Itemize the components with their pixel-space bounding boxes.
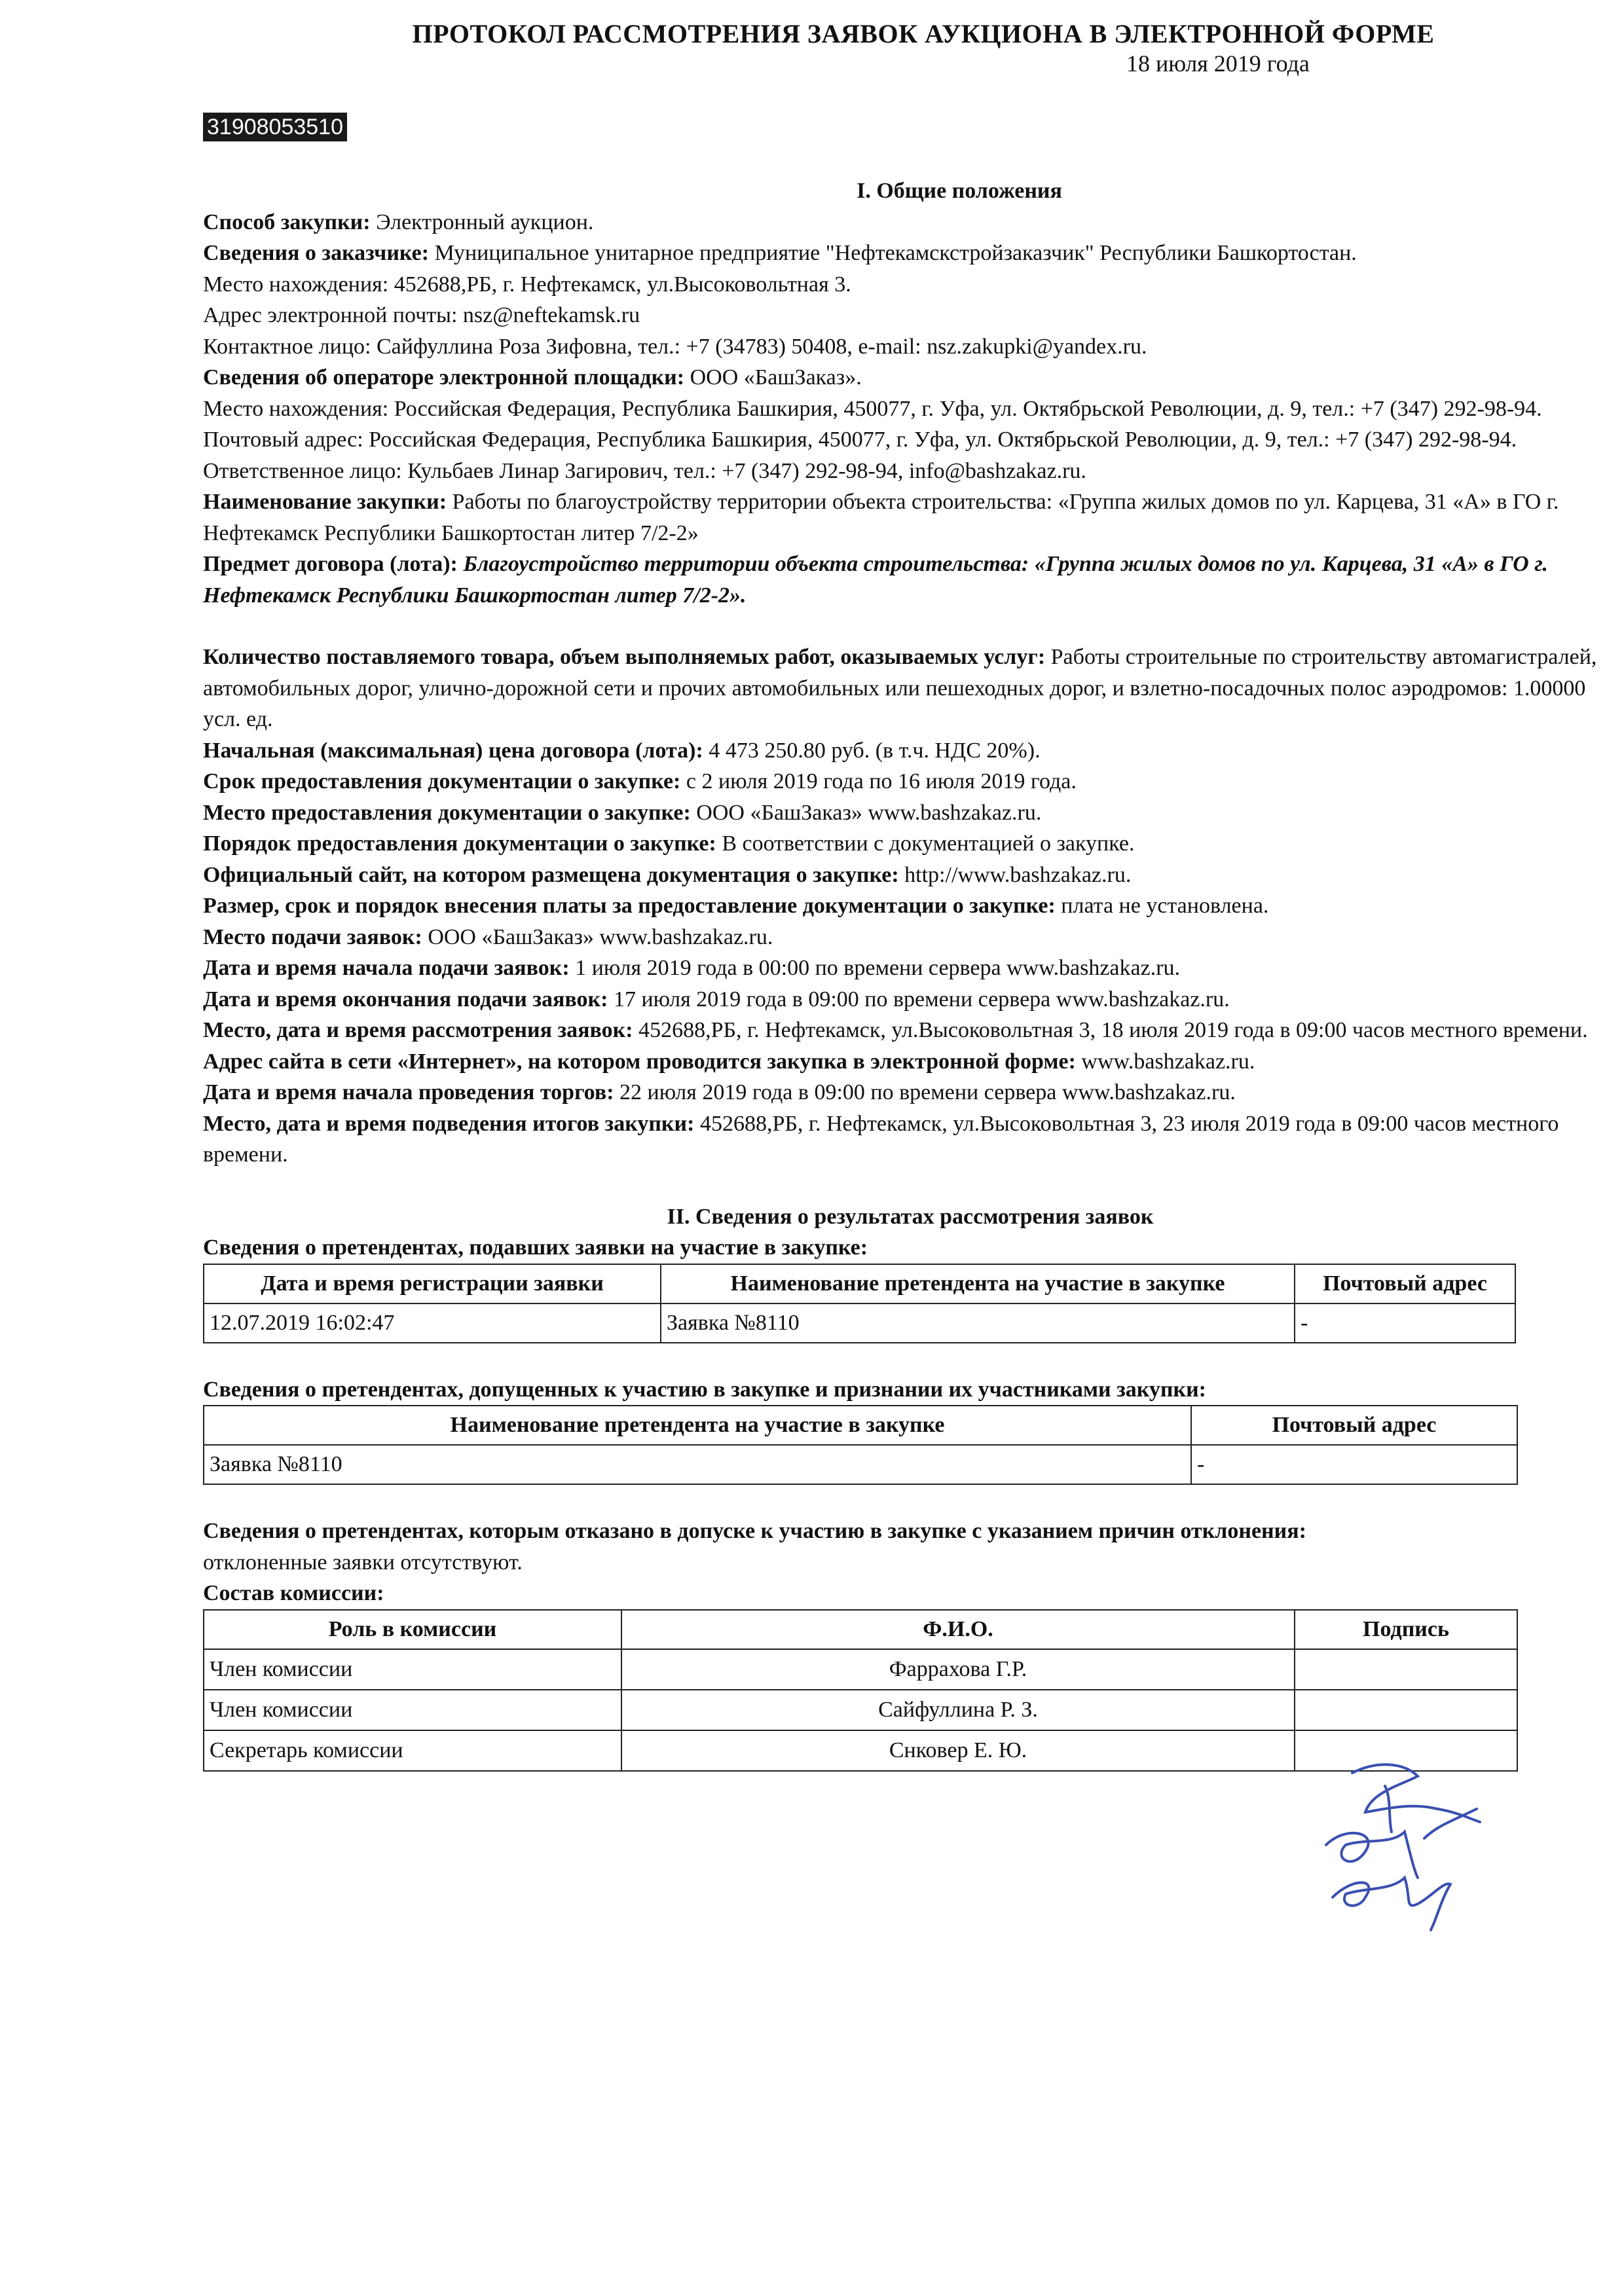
contract-subject: Предмет договора (лота): Благоустройство территории объекта строительства: «Группа жилых домов по ул. Карцева, 31 «А» в ГО г. Нефтекамск Республики Башкортостан литер 7/2-2». [203,552,1548,608]
doc-fee: Размер, срок и порядок внесения платы за предоставление документации о закупке: плата не установлена. [203,894,1269,918]
handwritten-signature [1306,1747,1503,1943]
operator-info: Сведения об операторе электронной площадки: ООО «БашЗаказ». [203,365,862,390]
doc-period: Срок предоставления документации о закупке: с 2 июля 2019 года по 16 июля 2019 года. [203,769,1077,793]
procurement-name: Наименование закупки: Работы по благоустройству территории объекта строительства: «Группа жилых домов по ул. Карцева, 31 «А» в ГО г. Нефтекамск Республики Башкортостан литер 7/2-2» [203,490,1559,545]
table-row [204,1690,1517,1730]
table-row [204,1445,1517,1484]
doc-order: Порядок предоставления документации о закупке: В соответствии с документацией о закупке. [203,831,1135,856]
applicants-table [203,1264,1516,1343]
table-header-row [204,1264,1515,1303]
table-header-cell: Почтовый адрес [1191,1406,1517,1445]
customer-email: Адрес электронной почты: nsz@neftekamsk.ru [203,303,640,327]
operator-responsible: Ответственное лицо: Кульбаев Линар Загирович, тел.: +7 (347) 292-98-94, info@bashzakaz.ru. [203,458,1086,483]
procurement-method: Способ закупки: Электронный аукцион. [203,210,594,234]
table-cell: Сайфуллина Р. З. [621,1690,1295,1730]
doc-place: Место предоставления документации о закупке: ООО «БашЗаказ» www.bashzakaz.ru. [203,800,1042,825]
signature-cell [1295,1690,1517,1730]
section-heading-results: II. Сведения о результатах рассмотрения заявок [667,1204,1154,1229]
admitted-heading: Сведения о претендентах, допущенных к участию в закупке и признании их участниками закупки: [203,1377,1207,1402]
customer-contact: Контактное лицо: Сайфуллина Роза Зифовна, тел.: +7 (34783) 50408, e-mail: nsz.zakupki@yandex.ru. [203,334,1147,359]
results-info: Место, дата и время подведения итогов закупки: 452688,РБ, г. Нефтекамск, ул.Высоковольтная 3, 23 июля 2019 года в 09:00 часов местного времени. [203,1111,1559,1167]
table-cell: - [1191,1445,1517,1484]
document-body [203,175,1617,1772]
table-header-row [204,1406,1517,1445]
signature-cell [1295,1649,1517,1690]
commission-heading: Состав комиссии: [203,1581,384,1605]
auction-start: Дата и время начала проведения торгов: 22 июля 2019 года в 09:00 по времени сервера www.bashzakaz.ru. [203,1080,1236,1104]
operator-location: Место нахождения: Российская Федерация, Республика Башкирия, 450077, г. Уфа, ул. Октябрьской Революции, д. 9, тел.: +7 (347) 292-98-94. [203,396,1542,421]
table-header-cell: Ф.И.О. [621,1610,1295,1649]
registration-number: 31908053510 [203,113,347,141]
table-header-cell: Почтовый адрес [1295,1264,1515,1303]
document-title: ПРОТОКОЛ РАССМОТРЕНИЯ ЗАЯВОК АУКЦИОНА В ЭЛЕКТРОННОЙ ФОРМЕ [412,19,1435,48]
operator-postal: Почтовый адрес: Российская Федерация, Республика Башкирия, 450077, г. Уфа, ул. Октябрьской Революции, д. 9, тел.: +7 (347) 292-98-94. [203,428,1517,452]
initial-price: Начальная (максимальная) цена договора (лота): 4 473 250.80 руб. (в т.ч. НДС 20%). [203,738,1041,763]
table-header-cell: Роль в комиссии [204,1610,621,1649]
table-cell: Фаррахова Г.Р. [621,1649,1295,1690]
quantity-info: Количество поставляемого товара, объем выполняемых работ, оказываемых услуг: Работы строительные по строительству автомагистралей, автомобильных дорог, улично-дорожной сети и прочих автомобильных или пешеходных дорог, и взлетно-посадочных полос аэродромов: 1.00000 усл. ед. [203,645,1597,731]
table-row [204,1303,1515,1343]
table-cell: Член комиссии [204,1649,621,1690]
submission-start: Дата и время начала подачи заявок: 1 июля 2019 года в 00:00 по времени сервера www.bashzakaz.ru. [203,956,1181,980]
official-site: Официальный сайт, на котором размещена документация о закупке: http://www.bashzakaz.ru. [203,862,1132,887]
table-cell: Снковер Е. Ю. [621,1730,1295,1771]
submission-place: Место подачи заявок: ООО «БашЗаказ» www.bashzakaz.ru. [203,924,773,949]
rejected-heading: Сведения о претендентах, которым отказано в допуске к участию в закупке с указанием причин отклонения: [203,1519,1306,1543]
table-cell: Заявка №8110 [661,1303,1295,1343]
table-header-cell: Подпись [1295,1610,1517,1649]
submission-end: Дата и время окончания подачи заявок: 17 июля 2019 года в 09:00 по времени сервера www.bashzakaz.ru. [203,987,1230,1011]
admitted-table [203,1405,1518,1485]
review-info: Место, дата и время рассмотрения заявок: 452688,РБ, г. Нефтекамск, ул.Высоковольтная 3, 18 июля 2019 года в 09:00 часов местного времени. [203,1018,1588,1042]
table-header-cell: Дата и время регистрации заявки [204,1264,661,1303]
table-header-cell: Наименование претендента на участие в закупке [204,1406,1191,1445]
customer-info: Сведения о заказчике: Муниципальное унитарное предприятие "Нефтекамскстройзаказчик" Республики Башкортостан. [203,241,1357,265]
website-address: Адрес сайта в сети «Интернет», на котором проводится закупка в электронной форме: www.bashzakaz.ru. [203,1049,1255,1074]
section-heading-general: I. Общие положения [857,179,1062,203]
table-cell: Заявка №8110 [204,1445,1191,1484]
table-cell: Член комиссии [204,1690,621,1730]
applicants-heading: Сведения о претендентах, подавших заявки на участие в закупке: [203,1235,868,1260]
customer-location: Место нахождения: 452688,РБ, г. Нефтекамск, ул.Высоковольтная 3. [203,272,851,297]
rejected-value: отклоненные заявки отсутствуют. [203,1550,523,1575]
table-header-cell: Наименование претендента на участие в закупке [661,1264,1295,1303]
table-cell: 12.07.2019 16:02:47 [204,1303,661,1343]
table-cell: Секретарь комиссии [204,1730,621,1771]
table-cell: - [1295,1303,1515,1343]
document-date: 18 июля 2019 года [1126,50,1310,77]
table-header-row [204,1610,1517,1649]
table-row [204,1649,1517,1690]
